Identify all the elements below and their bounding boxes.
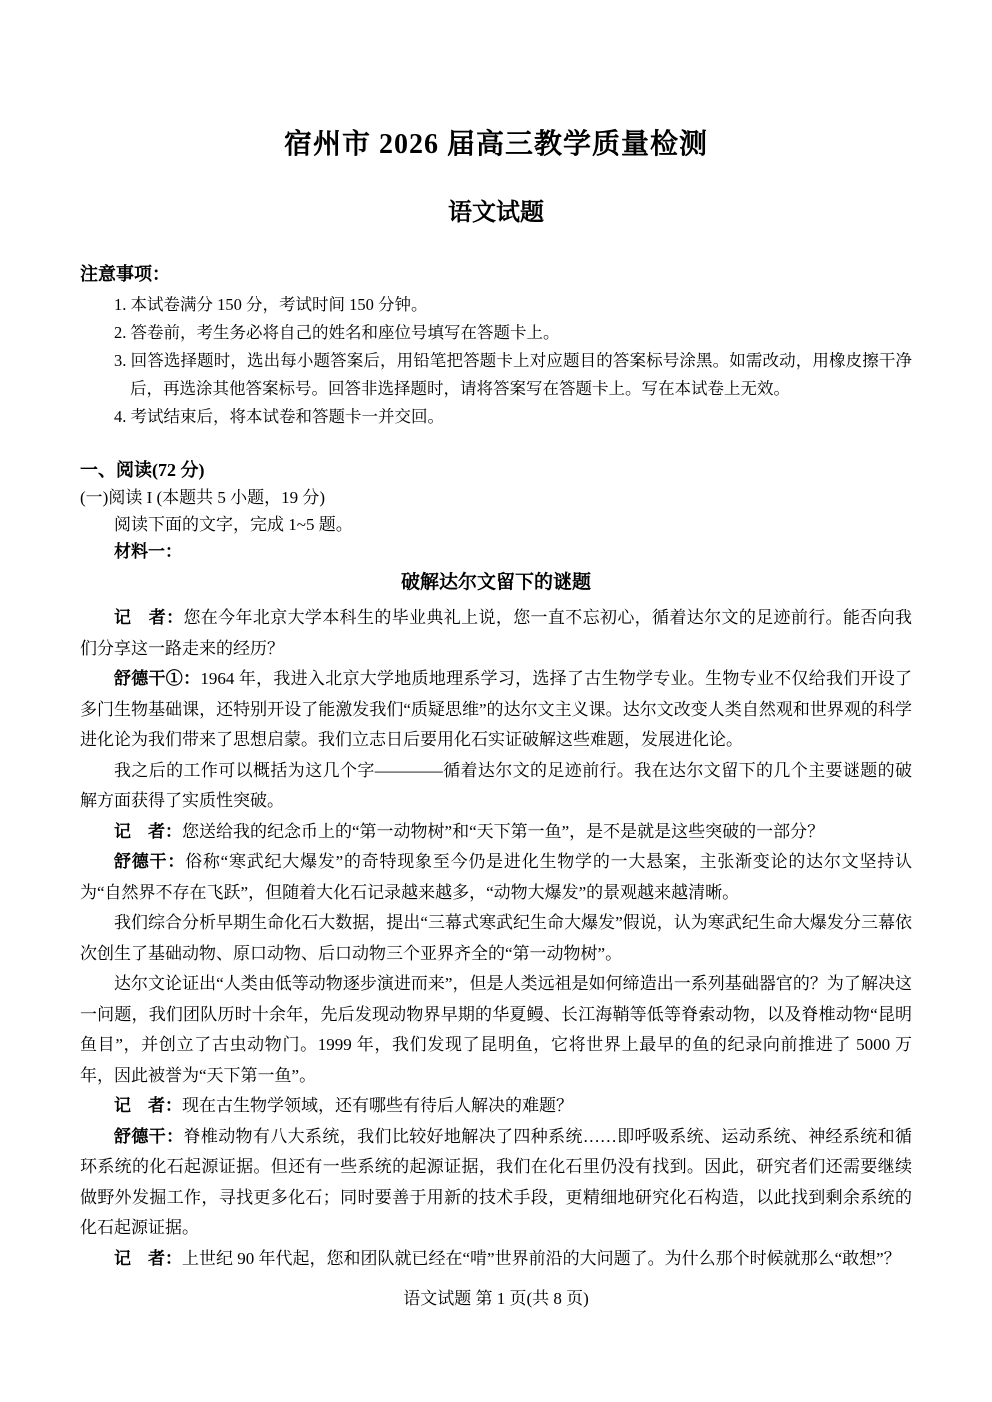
speaker-label: 记 者： <box>114 821 182 841</box>
exam-title: 宿州市 2026 届高三教学质量检测 <box>283 129 708 160</box>
speaker-label: 舒德干： <box>114 852 186 871</box>
speaker-label: 记 者： <box>114 1248 182 1268</box>
material-title: 破解达尔文留下的谜题 <box>400 572 591 593</box>
notice-item: 1. 本试卷满分 150 分，考试时间 150 分钟。 <box>114 295 428 314</box>
material-paragraph: 舒德干：脊椎动物有八大系统，我们比较好地解决了四种系统……即呼吸系统、运动系统、神经系统和循环系统的化石起源证据。但还有一些系统的起源证据，我们在化石里仍没有找到。因此，研究者们还需要继续做野外发掘工作，寻找更多化石；同时要善于用新的技术手段，更精细地研究化石构造，以此找到剩余系统的化石起源证据。 <box>80 1126 913 1237</box>
material-paragraph: 记 者：您在今年北京大学本科生的毕业典礼上说，您一直不忘初心，循着达尔文的足迹前行。能否向我们分享这一路走来的经历？ <box>80 608 913 658</box>
speaker-label: 记 者： <box>114 1096 182 1115</box>
material-paragraph: 舒德干：俗称“寒武纪大爆发”的奇特现象至今仍是进化生物学的一大悬案，主张渐变论的达尔文坚持认为“自然界不存在飞跃”，但随着大化石记录越来越多，“动物大爆发”的景观越来越清晰。 <box>80 852 913 902</box>
notice-item: 2. 答卷前，考生务必将自己的姓名和座位号填写在答题卡上。 <box>114 323 560 342</box>
notice-list <box>80 291 912 431</box>
material-paragraph: 记 者：现在古生物学领域，还有哪些有待后人解决的难题？ <box>114 1096 573 1115</box>
material-paragraph: 达尔文论证出“人类由低等动物逐步演进而来”，但是人类远祖是如何缔造出一系列基础器官的？为了解决这一问题，我们团队历时十余年，先后发现动物界早期的华夏鳗、长江海鞘等低等脊索动物，以及脊椎动物“昆明鱼目”，并创立了古虫动物门。1999 年，我们发现了昆明鱼，它将世界上最早的鱼的纪录向前推进了 5000 万年，因此被誉为“天下第一鱼”。 <box>80 974 912 1085</box>
material-paragraph: 记 者：您送给我的纪念币上的“第一动物树”和“天下第一鱼”，是不是就是这些突破的一部分？ <box>114 821 825 841</box>
notice-section <box>80 261 912 431</box>
page-footer: 语文试题 第 1 页(共 8 页) <box>403 1289 589 1308</box>
notice-heading: 注意事项： <box>80 264 170 284</box>
material-paragraphs <box>80 603 912 1274</box>
speaker-label: 舒德干： <box>114 1126 184 1146</box>
material-paragraph: 我之后的工作可以概括为这几个字————循着达尔文的足迹前行。我在达尔文留下的几个主要谜题的破解方面获得了实质性突破。 <box>80 760 912 810</box>
material-paragraph: 我们综合分析早期生命化石大数据，提出“三幕式寒武纪生命大爆发”假说，认为寒武纪生命大爆发分三幕依次创生了基础动物、原口动物、后口动物三个亚界齐全的“第一动物树”。 <box>80 913 912 963</box>
part-heading-reading-1: (一)阅读 I (本题共 5 小题，19 分) <box>80 488 326 507</box>
exam-subtitle: 语文试题 <box>448 200 544 226</box>
section-heading-reading: 一、阅读(72 分) <box>80 460 205 480</box>
material-paragraph: 记 者：上世纪 90 年代起，您和团队就已经在“啃”世界前沿的大问题了。为什么那个时候就那么“敢想”？ <box>114 1248 901 1268</box>
notice-item: 3. 回答选择题时，选出每小题答案后，用铅笔把答题卡上对应题目的答案标号涂黑。如需改动，用橡皮擦干净后，再选涂其他答案标号。回答非选择题时，请将答案写在答题卡上。写在本试卷上无效。 <box>114 351 912 398</box>
reading-instruction: 阅读下面的文字，完成 1~5 题。 <box>114 515 353 534</box>
speaker-label: 舒德干①： <box>114 669 201 688</box>
material-label: 材料一： <box>114 542 182 561</box>
material-paragraph: 舒德干①：1964 年，我进入北京大学地质地理系学习，选择了古生物学专业。生物专业不仅给我们开设了多门生物基础课，还特别开设了能激发我们“质疑思维”的达尔文主义课。达尔文改变人类自然观和世界观的科学进化论为我们带来了思想启蒙。我们立志日后要用化石实证破解这些难题，发展进化论。 <box>80 669 913 749</box>
speaker-label: 记 者： <box>114 608 184 627</box>
notice-item: 4. 考试结束后，将本试卷和答题卡一并交回。 <box>114 407 444 426</box>
